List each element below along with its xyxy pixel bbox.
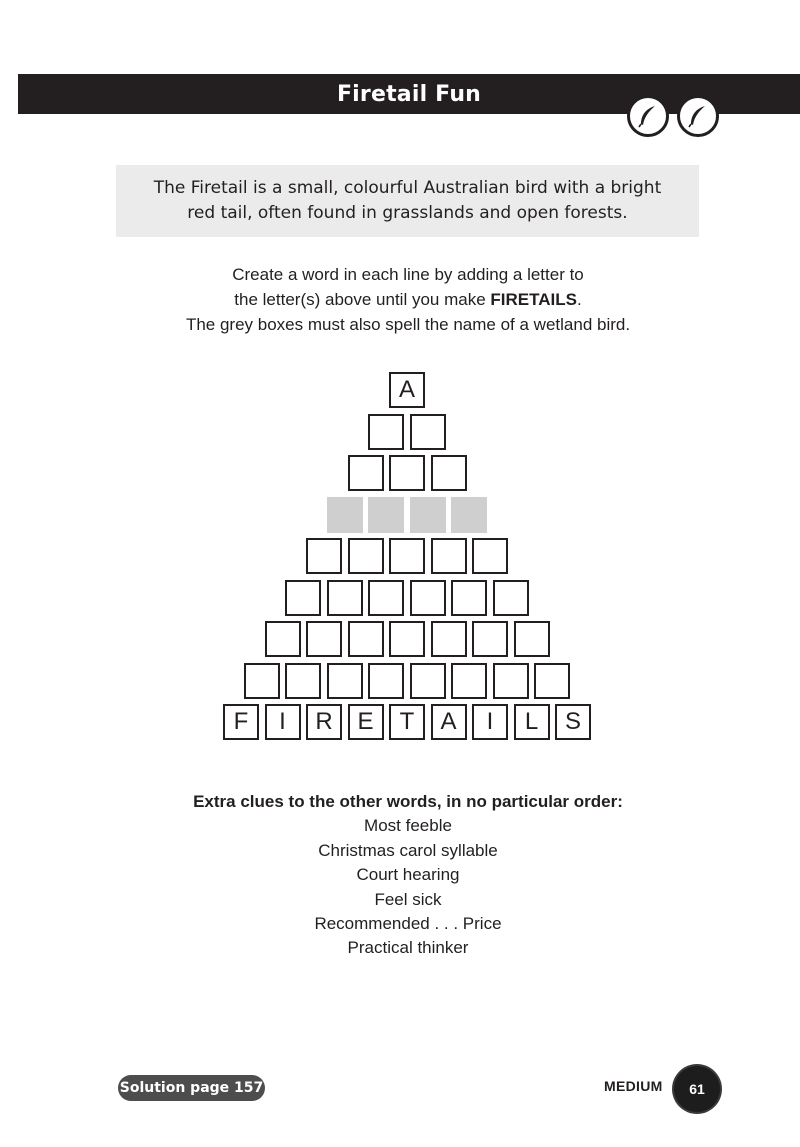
letter-box[interactable]: L — [514, 704, 550, 740]
letter-box[interactable] — [265, 621, 301, 657]
letter-box[interactable] — [348, 621, 384, 657]
letter-box[interactable] — [368, 414, 404, 450]
grey-letter-box[interactable] — [368, 497, 404, 533]
instruction-text: . — [576, 290, 582, 309]
letter-box[interactable] — [431, 538, 467, 574]
letter-box[interactable] — [514, 621, 550, 657]
letter-box[interactable]: T — [389, 704, 425, 740]
letter-box[interactable] — [472, 621, 508, 657]
difficulty-label: MEDIUM — [604, 1078, 663, 1094]
letter-box[interactable] — [493, 663, 529, 699]
letter-box[interactable] — [327, 580, 363, 616]
instruction-line: Create a word in each line by adding a letter to — [232, 265, 584, 284]
letter-box[interactable] — [431, 621, 467, 657]
grey-letter-box[interactable] — [451, 497, 487, 533]
page-title: Firetail Fun — [336, 81, 482, 107]
letter-box[interactable] — [389, 538, 425, 574]
instruction-text: the letter(s) above until you make — [234, 290, 491, 309]
clue-item: Most feeble — [364, 816, 452, 836]
letter-box[interactable] — [244, 663, 280, 699]
letter-box[interactable]: S — [555, 704, 591, 740]
intro-line: red tail, often found in grasslands and open forests. — [187, 203, 628, 223]
letter-box[interactable] — [451, 663, 487, 699]
letter-box[interactable] — [306, 538, 342, 574]
clue-item: Practical thinker — [347, 938, 469, 958]
letter-box[interactable] — [493, 580, 529, 616]
clue-item: Christmas carol syllable — [318, 840, 498, 860]
letter-box[interactable]: E — [348, 704, 384, 740]
letter-box[interactable] — [410, 663, 446, 699]
grey-letter-box[interactable] — [410, 497, 446, 533]
instruction-line: The grey boxes must also spell the name of a wetland bird. — [185, 315, 631, 334]
clues-section — [0, 790, 800, 961]
letter-box[interactable] — [534, 663, 570, 699]
letter-box[interactable] — [410, 580, 446, 616]
letter-box[interactable] — [348, 538, 384, 574]
letter-box[interactable]: A — [389, 372, 425, 408]
letter-box[interactable] — [389, 455, 425, 491]
letter-box[interactable] — [368, 663, 404, 699]
grey-letter-box[interactable] — [327, 497, 363, 533]
letter-box[interactable] — [327, 663, 363, 699]
letter-box[interactable] — [285, 580, 321, 616]
intro-line: The Firetail is a small, colourful Australian bird with a bright — [153, 178, 662, 198]
letter-box[interactable] — [306, 621, 342, 657]
clue-item: Feel sick — [374, 889, 442, 909]
letter-box[interactable]: F — [223, 704, 259, 740]
letter-box[interactable] — [451, 580, 487, 616]
page-number: 61 — [689, 1081, 705, 1097]
letter-box[interactable] — [348, 455, 384, 491]
target-word: FIRETAILS — [490, 290, 577, 309]
letter-box[interactable] — [285, 663, 321, 699]
letter-box[interactable] — [368, 580, 404, 616]
letter-box[interactable] — [431, 455, 467, 491]
letter-box[interactable] — [410, 414, 446, 450]
clue-item: Recommended . . . Price — [314, 914, 502, 934]
page-number-badge — [674, 1066, 720, 1112]
clue-item: Court hearing — [356, 865, 460, 885]
letter-box[interactable]: I — [472, 704, 508, 740]
clues-heading: Extra clues to the other words, in no particular order: — [193, 792, 623, 811]
letter-box[interactable]: A — [431, 704, 467, 740]
letter-box[interactable]: R — [306, 704, 342, 740]
solution-page-pill: Solution page 157 — [118, 1075, 265, 1101]
letter-box[interactable] — [472, 538, 508, 574]
letter-box[interactable] — [389, 621, 425, 657]
letter-box[interactable]: I — [265, 704, 301, 740]
